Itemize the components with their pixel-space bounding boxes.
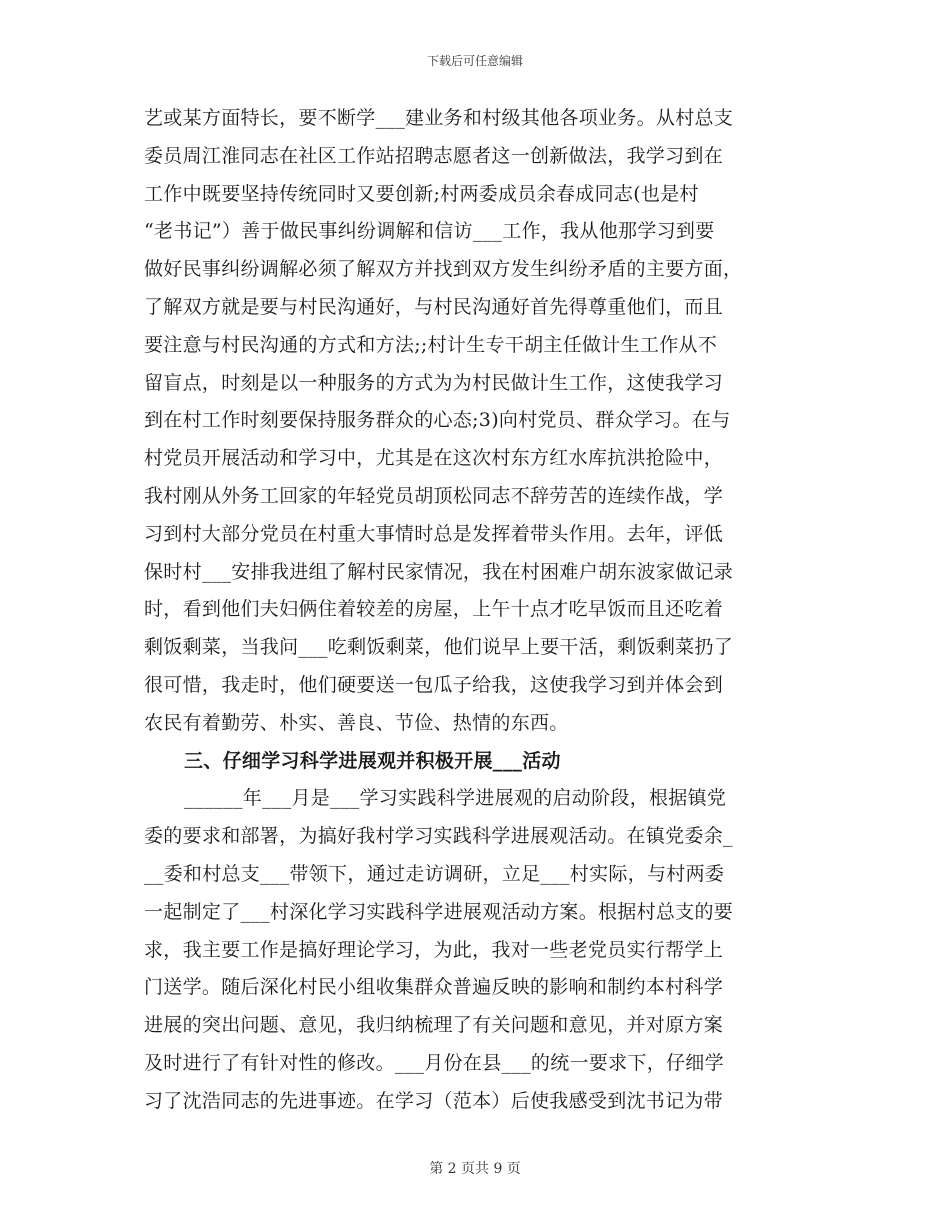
paragraph-line: 进展的突出问题、意见，我归纳梳理了有关问题和意见，并对原方案 bbox=[144, 1014, 724, 1037]
paragraph-line: 委员周江淮同志在社区工作站招聘志愿者这一创新做法，我学习到在 bbox=[144, 144, 724, 167]
header-note: 下载后可任意编辑 bbox=[426, 54, 523, 68]
paragraph-line: 农民有着勤劳、朴实、善良、节俭、热情的东西。 bbox=[144, 711, 569, 734]
paragraph-line: 门送学。随后深化村民小组收集群众普遍反映的影响和制约本村科学 bbox=[144, 976, 724, 999]
paragraph-line: 剩饭剩菜，当我问___吃剩饭剩菜，他们说早上要干活，剩饭剩菜扔了 bbox=[144, 636, 734, 659]
paragraph-line: 保时村___安排我进组了解村民家情况，我在村困难户胡东波家做记录 bbox=[144, 560, 734, 583]
paragraph-line: 留盲点，时刻是以一种服务的方式为为村民做计生工作，这使我学习 bbox=[144, 371, 724, 394]
paragraph-line: 及时进行了有针对性的修改。___月份在县___的统一要求下，仔细学 bbox=[144, 1051, 724, 1074]
paragraph-line: 工作中既要坚持传统同时又要创新;村两委成员余春成同志(也是村 bbox=[144, 182, 699, 205]
paragraph-line: 到在村工作时刻要保持服务群众的心态;3)向村党员、群众学习。在与 bbox=[144, 409, 731, 432]
paragraph-line: 我村刚从外务工回家的年轻党员胡顶松同志不辞劳苦的连续作战，学 bbox=[144, 484, 724, 507]
paragraph-line: 习了沈浩同志的先进事迹。在学习（范本）后使我感受到沈书记为带 bbox=[144, 1089, 724, 1112]
paragraph-line: ______年___月是___学习实践科学进展观的启动阶段，根据镇党 bbox=[184, 787, 727, 810]
paragraph-line: 很可惜，我走时，他们硬要送一包瓜子给我，这使我学习到并体会到 bbox=[144, 673, 724, 696]
paragraph-line: 求，我主要工作是搞好理论学习，为此，我对一些老党员实行帮学上 bbox=[144, 938, 724, 961]
paragraph-line: 村党员开展活动和学习中，尤其是在这次村东方红水库抗洪抢险中， bbox=[144, 447, 724, 470]
paragraph-line: 艺或某方面特长，要不断学___建业务和村级其他各项业务。从村总支 bbox=[144, 107, 734, 129]
section-heading: 三、仔细学习科学进展观并积极开展___活动 bbox=[184, 749, 561, 772]
paragraph-line: 做好民事纠纷调解必须了解双方并找到双方发生纠纷矛盾的主要方面， bbox=[144, 258, 743, 281]
paragraph-line: 习到村大部分党员在村重大事情时总是发挥着带头作用。去年，评低 bbox=[144, 522, 724, 545]
paragraph-line: 委的要求和部署，为搞好我村学习实践科学进展观活动。在镇党委余_ bbox=[144, 825, 733, 848]
paragraph-line: __委和村总支___带领下，通过走访调研，立足___村实际，与村两委 bbox=[144, 862, 725, 885]
page-number: 第 2 页共 9 页 bbox=[429, 1161, 521, 1177]
paragraph-line: 时，看到他们夫妇俩住着较差的房屋，上午十点才吃早饭而且还吃着 bbox=[144, 598, 724, 621]
document-body bbox=[144, 100, 804, 1121]
paragraph-line: 要注意与村民沟通的方式和方法;;村计生专干胡主任做计生工作从不 bbox=[144, 333, 718, 356]
paragraph-line: “老书记”）善于做民事纠纷调解和信访___工作，我从他那学习到要 bbox=[144, 220, 715, 243]
paragraph-line: 了解双方就是要与村民沟通好，与村民沟通好首先得尊重他们，而且 bbox=[144, 295, 724, 318]
paragraph-line: 一起制定了___村深化学习实践科学进展观活动方案。根据村总支的要 bbox=[144, 900, 734, 923]
